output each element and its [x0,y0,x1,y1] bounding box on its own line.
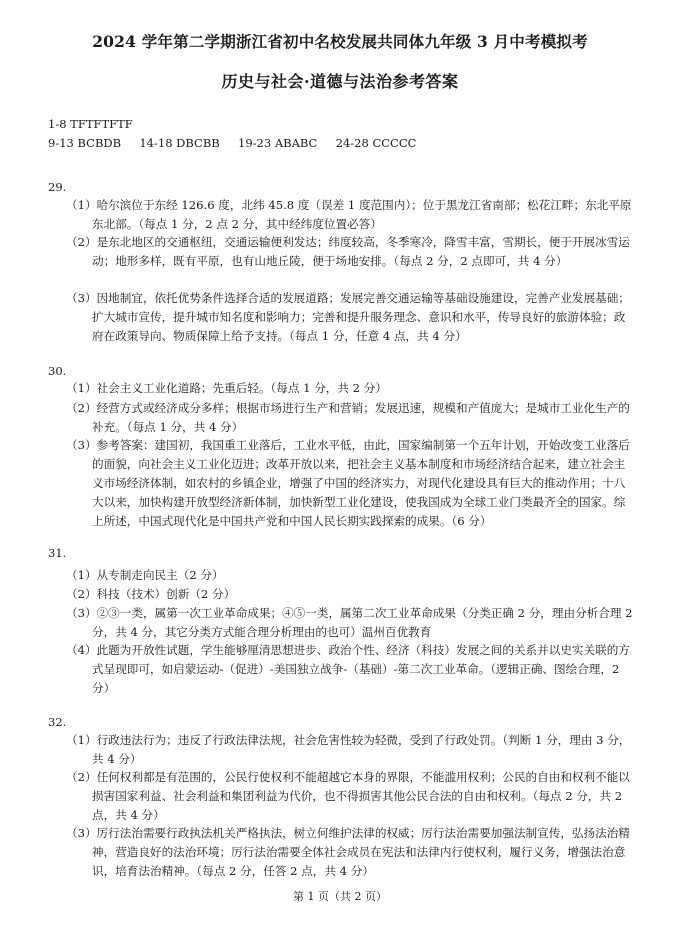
q29-item-1: （1）哈尔滨位于东经 126.6 度，北纬 45.8 度（误差 1 度范围内）；位于黑龙江省南部；松花江畔；东北平原东北部。（每点 1 分，2 点 2 分，其中经纬度位置必答） [66,198,632,231]
q29-item-2: （2）是东北地区的交通枢纽，交通运输便利发达；纬度较高，冬季寒冷，降雪丰富，雪期长，便于开展冰雪运动；地形多样，既有平原，也有山地丘陵，便于场地安排。（每点 2 分，2 点即可，共 4 分） [66,235,630,268]
q30-item-2: （2）经营方式或经济成分多样；根据市场进行生产和营销；发展迅速，规模和产值庞大；是城市工业化生产的补充。（每点 1 分，共 4 分） [66,401,630,434]
question-number-31: 31. [48,546,67,560]
choice-answers-line-1: 1-8 TFTFTFTF [48,117,133,131]
q31-item-3: （3）②③一类，属第一次工业革命成果；④⑤一类，属第二次工业革命成果（分类正确 2 分，理由分析合理 2 分，共 4 分，其它分类方式能合理分析理由的也可）温州百优教育 [66,606,633,639]
question-number-29: 29. [48,180,67,194]
question-number-32: 32. [48,715,67,729]
exam-title: 2024 学年第二学期浙江省初中名校发展共同体九年级 3 月中考模拟考 [92,32,588,51]
choice-answers-line-2: 9-13 BCBDB 14-18 DBCBB 19-23 ABABC 24-28 CCCCC [48,136,417,150]
q31-item-1: （1）从专制走向民主（2 分） [66,568,224,582]
q31-item-4: （4）此题为开放性试题，学生能够厘清思想进步、政治个性、经济（科技）发展之间的关系并以史实关联的方式呈现即可，如启蒙运动-（促进）-美国独立战争-（基础）-第二次工业革命。（逻辑正确、图绘合理，2 分） [66,643,630,695]
q31-item-2: （2）科技（技术）创新（2 分） [66,587,236,601]
q32-item-1: （1）行政违法行为；违反了行政法律法规，社会危害性较为轻微，受到了行政处罚。（判断 1 分，理由 3 分，共 4 分） [66,733,631,766]
q32-item-2: （2）任何权利都是有范围的，公民行使权利不能超越它本身的界限，不能滥用权利；公民的自由和权利不能以损害国家利益、社会利益和集团利益为代价，也不得损害其他公民合法的自由和权利。（每点 2 分，共 2 点，共 4 分） [66,770,630,822]
q32-item-3: （3）厉行法治需要行政执法机关严格执法，树立何维护法律的权威；厉行法治需要加强法制宣传，弘扬法治精神，营造良好的法治环境；厉行法治需要全体社会成员在宪法和法律内行使权利，履行义务，增强法治意识，培育法治精神。（每点 2 分，任答 2 点，共 4 分） [66,826,630,878]
q30-item-3: （3）参考答案：建国初，我国重工业落后，工业水平低，由此，国家编制第一个五年计划，开始改变工业落后的面貌，向社会主义工业化迈进；改革开放以来，把社会主义基本制度和市场经济结合起来，建立社会主义市场经济体制，如农村的乡镇企业，增强了中国的经济实力，对现代化建设具有巨大的推动作用；十八大以来，加快构建开放型经济新体制，加快新型工业化建设，使我国成为全球工业门类最齐全的国家。综上所述，中国式现代化是中国共产党和中国人民长期实践探索的成果。（6 分） [66,438,630,528]
q29-item-3: （3）因地制宜，依托优势条件选择合适的发展道路；发展完善交通运输等基础设施建设，完善产业发展基础；扩大城市宣传，提升城市知名度和影响力；完善和提升服务理念、意识和水平，传导良好的旅游体验；政府在政策导向、物质保障上给予支持。（每点 1 分，任意 4 点，共 4 分） [66,291,630,343]
question-number-30: 30. [48,364,67,378]
q30-item-1: （1）社会主义工业化道路；先重后轻。（每点 1 分，共 2 分） [66,381,387,395]
page-footer: 第 1 页（共 2 页） [293,890,387,903]
answer-key-subtitle: 历史与社会·道德与法治参考答案 [221,72,459,91]
